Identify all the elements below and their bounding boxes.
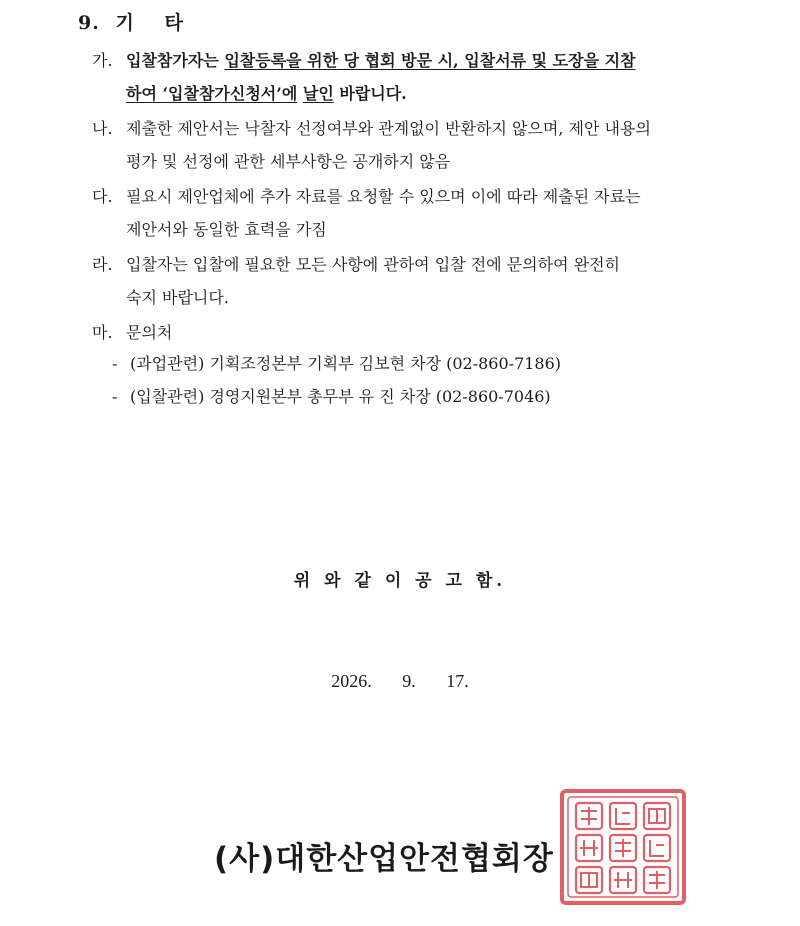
contact-line: [112, 384, 551, 407]
item-na: [92, 112, 717, 178]
item-ma-line1: 문의처: [126, 323, 173, 342]
item-ga: [92, 44, 717, 110]
item-marker: 라.: [92, 255, 113, 274]
section-number: 9.: [78, 12, 100, 34]
issue-date: 2026. 9. 17.: [331, 671, 469, 691]
section-heading: [78, 8, 184, 35]
item-ga-text-2: 입찰등록을 위한 당 협회 방문 시, 입찰서류 및 도장을 지참: [224, 51, 636, 70]
item-marker: 다.: [92, 187, 113, 206]
item-ra-line1: 입찰자는 입찰에 필요한 모든 사항에 관하여 입찰 전에 문의하여 완전히: [126, 255, 620, 274]
contact-text: (과업관련) 기획조정본부 기획부 김보현 차장 (02-860-7186): [130, 354, 562, 373]
section-title-word1: 기: [115, 12, 135, 34]
item-ra: [92, 248, 717, 314]
item-ga-text-3: 하여 ‘입찰참가신청서’에: [126, 84, 298, 103]
item-na-line2: 평가 및 선정에 관한 세부사항은 공개하지 않음: [126, 152, 451, 171]
closing-statement: 위 와 같 이 공 고 함.: [293, 571, 507, 591]
item-da-line2: 제안서와 동일한 효력을 가짐: [126, 220, 327, 239]
item-ma: [92, 316, 717, 349]
item-na-line1: 제출한 제안서는 낙찰자 선정여부와 관계없이 반환하지 않으며, 제안 내용의: [126, 119, 651, 138]
item-ga-text-5: 바랍니다.: [339, 84, 407, 103]
official-seal-stamp: [558, 787, 688, 907]
item-marker: 마.: [92, 323, 113, 342]
item-marker: 가.: [92, 51, 113, 70]
contact-dash: -: [112, 354, 118, 373]
item-da-line1: 필요시 제안업체에 추가 자료를 요청할 수 있으며 이에 따라 제출된 자료는: [126, 187, 641, 206]
contact-line: [112, 351, 561, 374]
section-title-word2: 타: [164, 12, 184, 34]
item-marker: 나.: [92, 119, 113, 138]
contact-dash: -: [112, 387, 118, 406]
item-ga-text-4: 날인: [302, 84, 334, 103]
item-ra-line2: 숙지 바랍니다.: [126, 288, 229, 307]
item-ga-text-1: 입찰참가자는: [126, 51, 219, 70]
contact-text: (입찰관련) 경영지원본부 총무부 유 진 차장 (02-860-7046): [130, 387, 551, 406]
item-da: [92, 180, 717, 246]
organization-signature: (사)대한산업안전협회장: [214, 841, 554, 877]
